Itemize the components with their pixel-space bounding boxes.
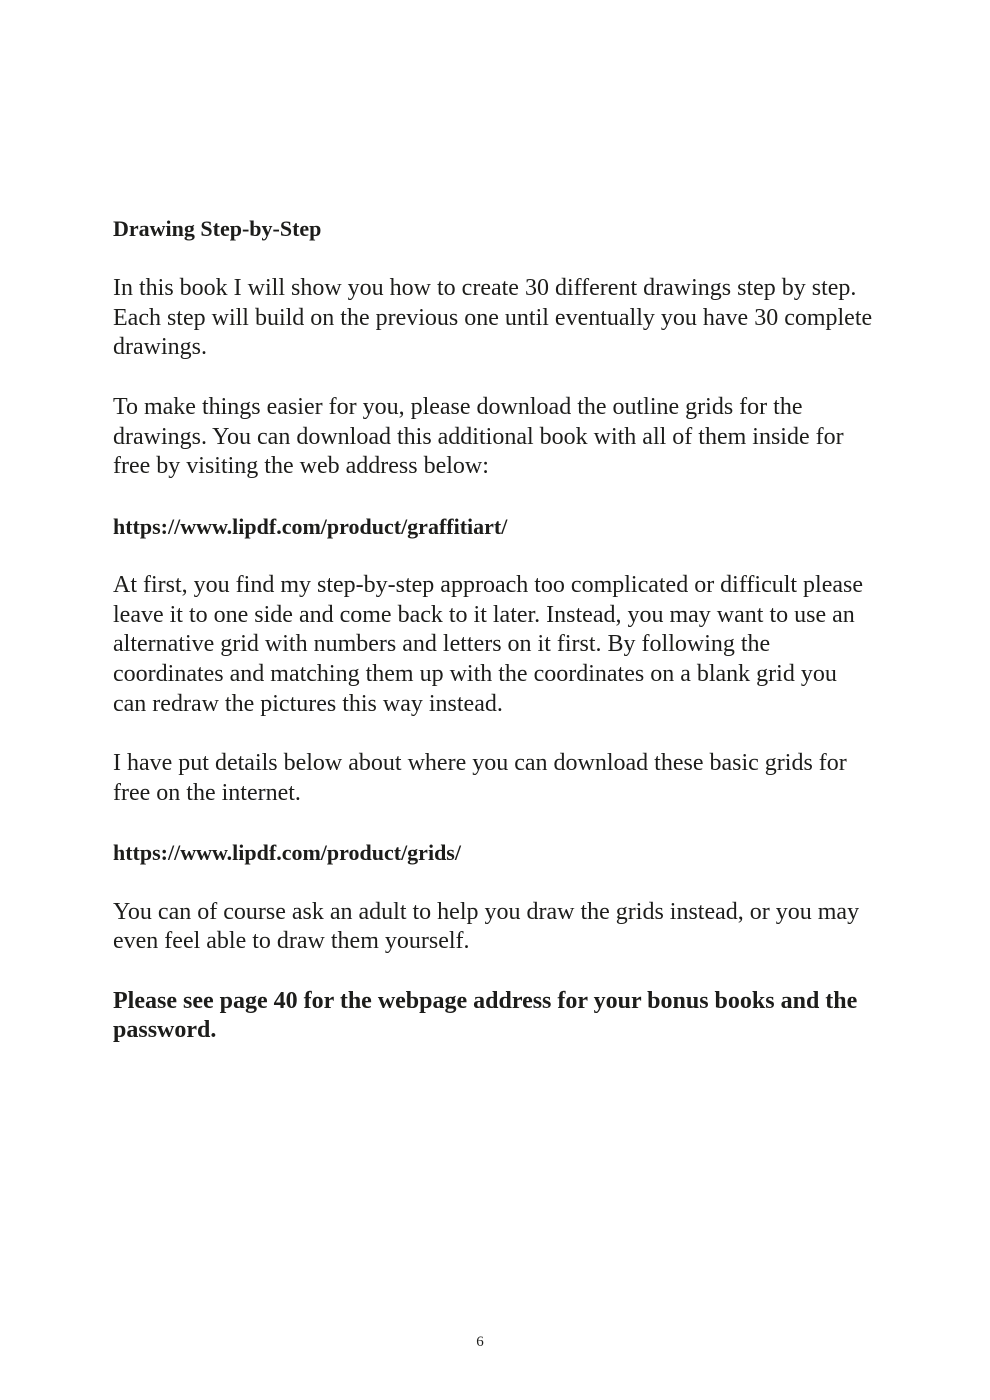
grids-details-paragraph: I have put details below about where you can download these basic grids for free on the internet. — [113, 750, 847, 806]
grids-link[interactable]: https://www.lipdf.com/product/grids/ — [113, 840, 461, 866]
section-heading: Drawing Step-by-Step — [113, 216, 322, 241]
adult-help-paragraph: You can of course ask an adult to help you draw the grids instead, or you may even feel able to draw them yourself. — [113, 898, 860, 955]
bonus-books-note: Please see page 40 for the webpage address for your bonus books and the password. — [113, 987, 858, 1044]
page-number: 6 — [476, 1334, 484, 1350]
graffitiart-link[interactable]: https://www.lipdf.com/product/graffitiart/ — [113, 513, 508, 539]
page-content — [113, 214, 873, 1046]
download-paragraph: To make things easier for you, please download the outline grids for the drawings. You can download this additional book with all of them inside for free by visiting the web address below: — [113, 393, 844, 480]
alternative-grid-paragraph: At first, you find my step-by-step approach too complicated or difficult please leave it to one side and come back to it later. Instead, you may want to use an alternative grid with numbers and letters on it first. By following the coordinates and matching them up with the coordinates on a blank grid you can redraw the pictures this way instead. — [113, 571, 864, 717]
intro-paragraph: In this book I will show you how to create 30 different drawings step by step. Each step will build on the previous one until eventually you have 30 complete drawings. — [113, 275, 873, 361]
